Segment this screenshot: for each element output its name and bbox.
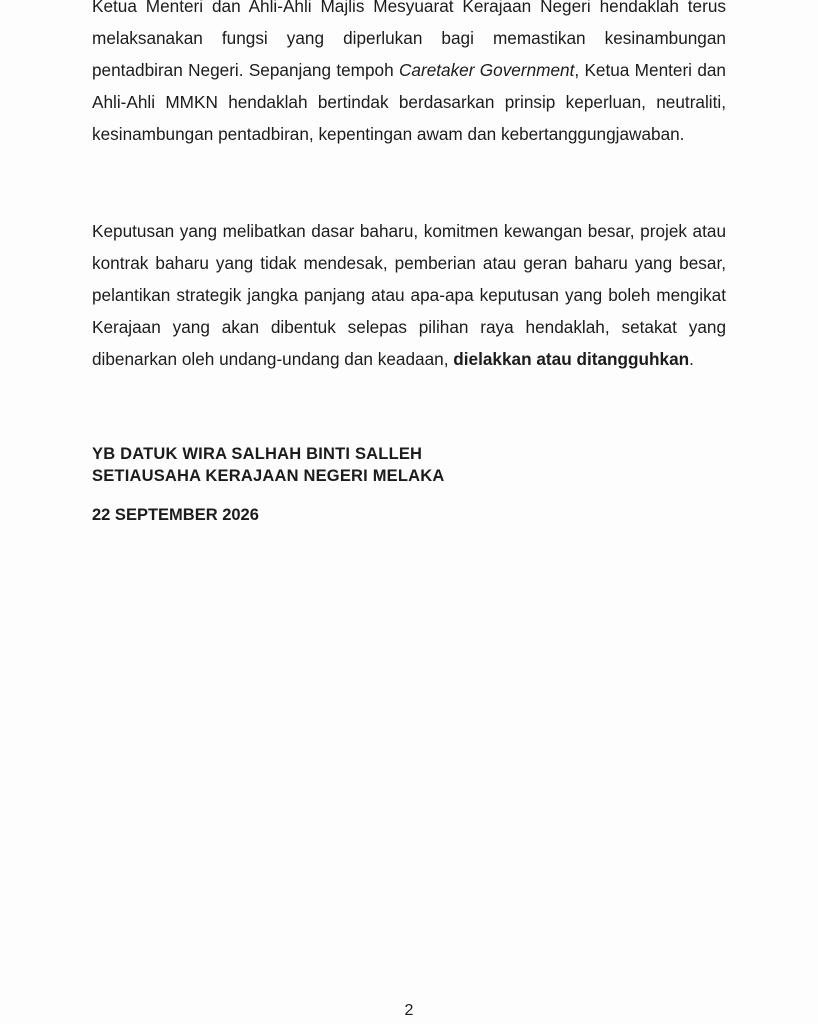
paragraph-caretaker-duties [92,0,726,150]
signature-block [92,443,445,487]
paragraph-2-text: Keputusan yang melibatkan dasar baharu, komitmen kewangan besar, projek atau kontrak baharu yang tidak mendesak, pemberian atau geran baharu yang besar, pelantikan strategik jangka panjang atau apa-apa keputusan yang boleh mengikat Kerajaan yang akan dibentuk selepas pilihan raya hendaklah, setakat yang dibenarkan oleh undang-undang dan keadaan, [92,221,726,369]
paragraph-decisions [92,215,726,375]
signatory-title: SETIAUSAHA KERAJAAN NEGERI MELAKA [92,467,445,485]
paragraph-1-text-end: , Ketua Menteri dan Ahli-Ahli MMKN hendaklah bertindak berdasarkan prinsip keperluan, neutraliti, kesinambungan pentadbiran, kepentingan awam dan kebertanggungjawaban. [92,60,726,144]
paragraph-2-bold-phrase: dielakkan atau ditangguhkan [453,349,690,369]
document-date: 22 SEPTEMBER 2026 [92,506,259,524]
signatory-name: YB DATUK WIRA SALHAH BINTI SALLEH [92,445,423,463]
paragraph-2-end: . [689,349,694,369]
page-number: 2 [404,1002,414,1019]
paragraph-1-italic-term: Caretaker Government [399,60,575,80]
paragraph-1-text-start: Ketua Menteri dan Ahli-Ahli Majlis Mesyuarat Kerajaan Negeri hendaklah terus melaksanakan fungsi yang diperlukan bagi memastikan kesinambungan pentadbiran Negeri. Sepanjang tempoh [92,0,726,80]
